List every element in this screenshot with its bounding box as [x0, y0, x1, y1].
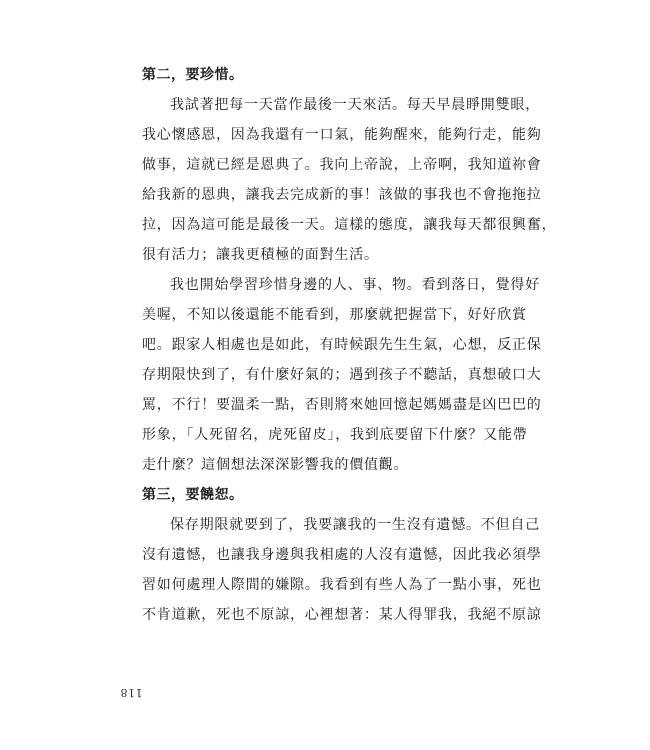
paragraph [142, 270, 542, 480]
section-heading-forgive: 第三，要饒恕。 [142, 487, 244, 503]
text-line: 我心懷感恩，因為我還有一口氣，能夠醒來，能夠行走，能夠 [142, 127, 542, 143]
text-line: 罵，不行！要溫柔一點，否則將來她回憶起媽媽盡是凶巴巴的 [142, 397, 542, 413]
text-line: 存期限快到了，有什麼好氣的；遇到孩子不聽話，真想破口大 [142, 367, 542, 383]
paragraph [142, 510, 542, 630]
text-line: 美喔，不知以後還能不能看到，那麼就把握當下，好好欣賞 [142, 307, 527, 323]
text-line: 我試著把每一天當作最後一天來活。每天早晨睜開雙眼， [170, 97, 540, 113]
text-line: 吧。跟家人相處也是如此，有時候跟先生生氣，心想，反正保 [142, 337, 542, 353]
text-line: 形象，「人死留名，虎死留皮」，我到底要留下什麼？又能帶 [142, 427, 528, 443]
text-line: 沒有遺憾，也讓我身邊與我相處的人沒有遺憾，因此我必須學 [142, 547, 542, 563]
text-line: 保存期限就要到了，我要讓我的一生沒有遺憾。不但自己 [170, 517, 540, 533]
text-line: 走什麼？這個想法深深影響我的價值觀。 [142, 457, 409, 473]
text-line: 習如何處理人際間的嫌隙。我看到有些人為了一點小事，死也 [142, 577, 542, 593]
text-line: 給我新的恩典，讓我去完成新的事！該做的事我也不會拖拖拉 [142, 187, 542, 203]
text-line: 拉，因為這可能是最後一天。這樣的態度，讓我每天都很興奮， [142, 217, 557, 233]
page-number: 118 [120, 686, 143, 699]
text-line: 我也開始學習珍惜身邊的人、事、物。看到落日，覺得好 [170, 277, 540, 293]
text-line: 不肯道歉，死也不原諒，心裡想著：某人得罪我，我絕不原諒 [142, 607, 542, 623]
text-line: 做事，這就已經是恩典了。我向上帝說，上帝啊，我知道祢會 [142, 157, 542, 173]
section-heading-cherish: 第二，要珍惜。 [142, 67, 244, 83]
text-line: 很有活力；讓我更積極的面對生活。 [142, 247, 379, 263]
page-body [142, 60, 557, 630]
paragraph [142, 90, 557, 270]
